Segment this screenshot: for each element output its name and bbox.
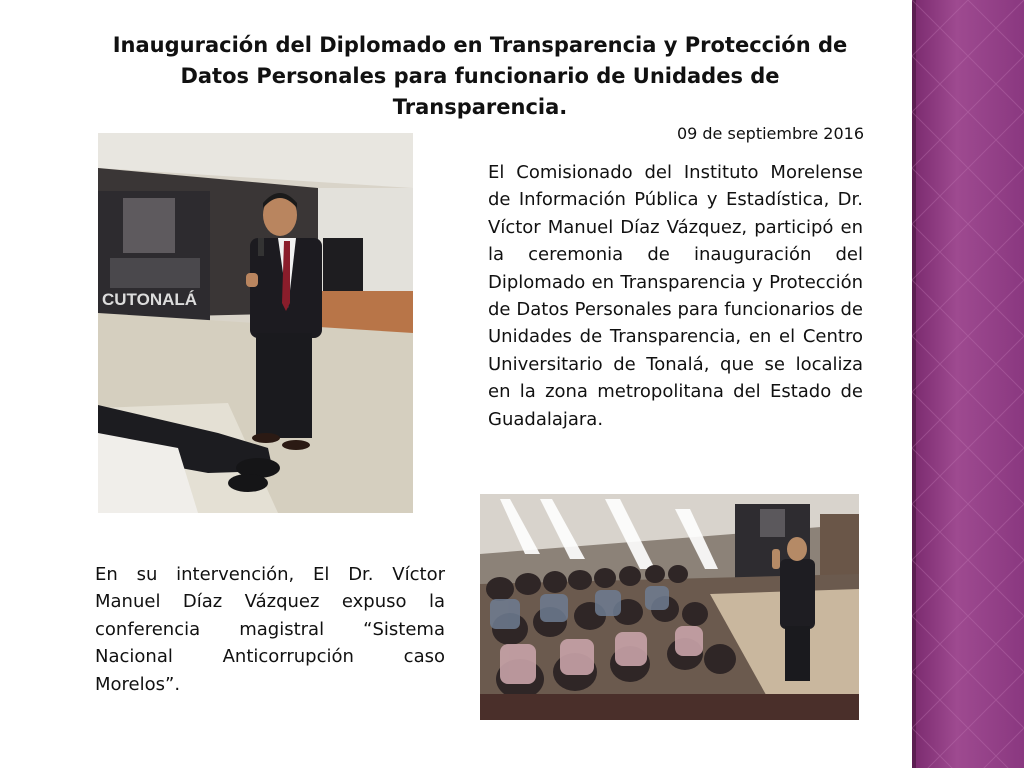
paragraph-conference: En su intervención, El Dr. Víctor Manuel Díaz Vázquez expuso la conferencia magistral “Sistema Nacional Anticorrupción caso Morelos”.: [95, 564, 445, 695]
sidebar-pattern: [912, 0, 1024, 768]
paragraph-inauguration: El Comisionado del Instituto Morelense de Información Pública y Estadística, Dr. Víctor Manuel Díaz Vázquez, participó en la ceremonia de inauguración del Diplomado en Transparencia y Protección de Datos Personales para funcionarios de Unidades de Transparencia, en el Centro Universitario de Tonalá, que se localiza en la zona metropolitana del Estado de Guadalajara.: [488, 162, 863, 430]
speaker-banner-text: CUTONALÁ: [102, 290, 198, 309]
audience-photo: [480, 494, 859, 720]
audience-speaker: [780, 559, 815, 629]
slide-title: Inauguración del Diplomado en Transparencia y Protección de Datos Personales para funcionario de Unidades de Transparencia.: [112, 33, 848, 119]
slide-date: 09 de septiembre 2016: [676, 124, 864, 143]
decorative-sidebar: [912, 0, 1024, 768]
speaker-photo: [98, 133, 413, 513]
